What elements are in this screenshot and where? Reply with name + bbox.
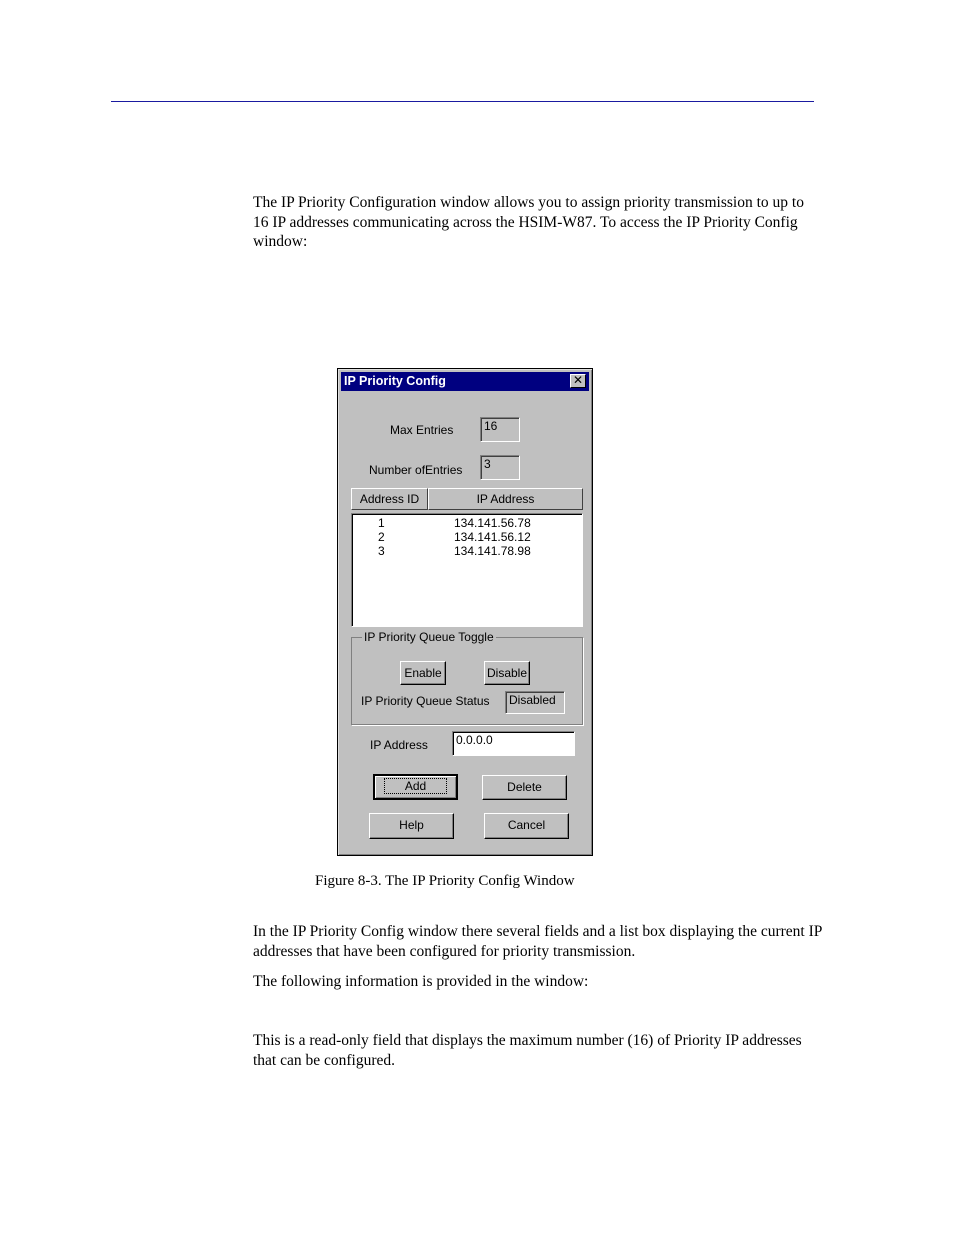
ip-address-input-label: IP Address — [370, 738, 428, 752]
address-id-cell: 1 — [378, 516, 385, 530]
dialog-title: IP Priority Config — [344, 374, 446, 388]
figure-caption: Figure 8-3. The IP Priority Config Window — [315, 873, 575, 889]
address-id-cell: 3 — [378, 544, 385, 558]
ip-address-cell: 134.141.78.98 — [454, 544, 531, 558]
close-icon[interactable]: ✕ — [570, 374, 586, 388]
max-entries-label: Max Entries — [390, 423, 454, 437]
description-paragraph: In the IP Priority Config window there several fields and a list box displaying the current IP addresses that have been configured for priority transmission. — [253, 923, 822, 960]
ip-address-cell: 134.141.56.12 — [454, 530, 531, 544]
intro-paragraph: The IP Priority Configuration window allows you to assign priority transmission to up to 16 IP addresses communicating across the HSIM-W87. To access the IP Priority Config window: — [253, 194, 804, 250]
number-of-entries-field: 3 — [480, 455, 520, 480]
enable-button[interactable]: Enable — [400, 661, 446, 685]
delete-button[interactable]: Delete — [482, 775, 567, 800]
dialog-title-bar — [341, 372, 589, 391]
list-item[interactable] — [352, 544, 582, 558]
ip-address-list[interactable] — [351, 513, 583, 627]
ip-address-cell: 134.141.56.78 — [454, 516, 531, 530]
number-of-entries-label: Number ofEntries — [369, 463, 463, 477]
max-entries-description: This is a read-only field that displays the maximum number (16) of Priority IP addresses that can be configured. — [253, 1032, 802, 1069]
list-item[interactable] — [352, 530, 582, 544]
ip-address-input[interactable]: 0.0.0.0 — [452, 731, 575, 756]
ip-priority-queue-toggle-group — [351, 630, 583, 725]
add-button[interactable] — [373, 774, 458, 800]
help-button[interactable]: Help — [369, 813, 454, 839]
header-rule — [111, 101, 814, 102]
column-header-ip-address[interactable]: IP Address — [428, 488, 583, 510]
column-header-address-id[interactable]: Address ID — [351, 488, 428, 510]
queue-status-field: Disabled — [505, 691, 565, 714]
address-id-cell: 2 — [378, 530, 385, 544]
info-intro-paragraph: The following information is provided in the window: — [253, 973, 589, 990]
cancel-button[interactable]: Cancel — [484, 813, 569, 839]
max-entries-field: 16 — [480, 417, 520, 442]
disable-button[interactable]: Disable — [484, 661, 530, 685]
queue-status-label: IP Priority Queue Status — [361, 694, 490, 708]
list-item[interactable] — [352, 516, 582, 530]
group-title: IP Priority Queue Toggle — [364, 630, 494, 644]
add-button-label: Add — [385, 779, 446, 793]
ip-priority-config-dialog — [337, 368, 593, 856]
